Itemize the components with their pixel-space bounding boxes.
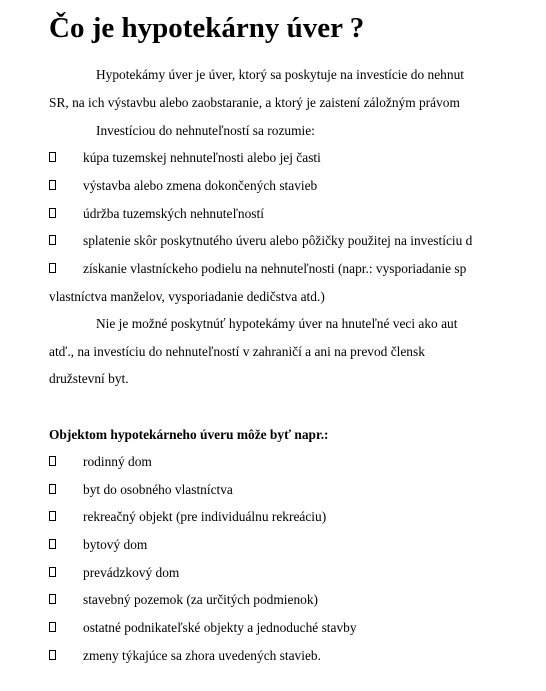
list-item-text: byt do osobného vlastníctva: [83, 482, 233, 497]
bullet-box-icon: [49, 539, 56, 549]
list-item-text: rodinný dom: [83, 454, 152, 469]
list-item-text: údržba tuzemských nehnuteľností: [83, 206, 264, 221]
list-item-text: prevádzkový dom: [83, 565, 180, 580]
page-title: Čo je hypotekárny úver ?: [49, 12, 365, 44]
bullet-box-icon: [49, 180, 56, 190]
bullet-box-icon: [49, 650, 56, 660]
list-item-text: rekreačný objekt (pre individuálnu rekreáciu): [83, 509, 327, 524]
bullet-box-icon: [49, 622, 56, 632]
bullet-box-icon: [49, 567, 56, 577]
list-item-text: kúpa tuzemskej nehnuteľnosti alebo jej časti: [83, 150, 321, 165]
exclusion-paragraph-line-3: družstevní byt.: [49, 371, 129, 386]
bullet-box-icon: [49, 594, 56, 604]
section-heading: Objektom hypotekárneho úveru môže byť napr.:: [49, 427, 329, 442]
intro-paragraph-line-1: Hypotekámy úver je úver, ktorý sa poskytuje na investície do nehnut: [96, 67, 464, 82]
bullet-box-icon: [49, 235, 56, 245]
list-item-text: stavebný pozemok (za určitých podmienok): [83, 592, 319, 607]
list-item-text: získanie vlastníckeho podielu na nehnuteľnosti (napr.: vysporiadanie sp: [83, 261, 467, 276]
intro-paragraph-line-2: SR, na ich výstavbu alebo zaobstaranie, a ktorý je zaistení záložným právom: [49, 95, 460, 110]
list-item-continuation: vlastníctva manželov, vysporiadanie dedičstva atd.): [49, 289, 325, 304]
list-item-text: výstavba alebo zmena dokončených stavieb: [83, 178, 318, 193]
investment-definition-intro: Investíciou do nehnuteľností sa rozumie:: [96, 123, 315, 138]
bullet-box-icon: [49, 152, 56, 162]
bullet-box-icon: [49, 511, 56, 521]
bullet-box-icon: [49, 484, 56, 494]
list-item-text: ostatné podnikateľské objekty a jednoduché stavby: [83, 620, 357, 635]
exclusion-paragraph-line-2: atď., na investíciu do nehnuteľností v zahraničí a ani na prevod člensk: [49, 344, 425, 359]
list-item-text: bytový dom: [83, 537, 148, 552]
exclusion-paragraph-line-1: Nie je možné poskytnúť hypotekámy úver na hnuteľné veci ako aut: [96, 316, 458, 331]
bullet-box-icon: [49, 456, 56, 466]
bullet-box-icon: [49, 208, 56, 218]
list-item-text: zmeny týkajúce sa zhora uvedených stavieb.: [83, 648, 321, 663]
list-item-text: splatenie skôr poskytnutého úveru alebo pôžičky použitej na investíciu d: [83, 233, 473, 248]
bullet-box-icon: [49, 263, 56, 273]
